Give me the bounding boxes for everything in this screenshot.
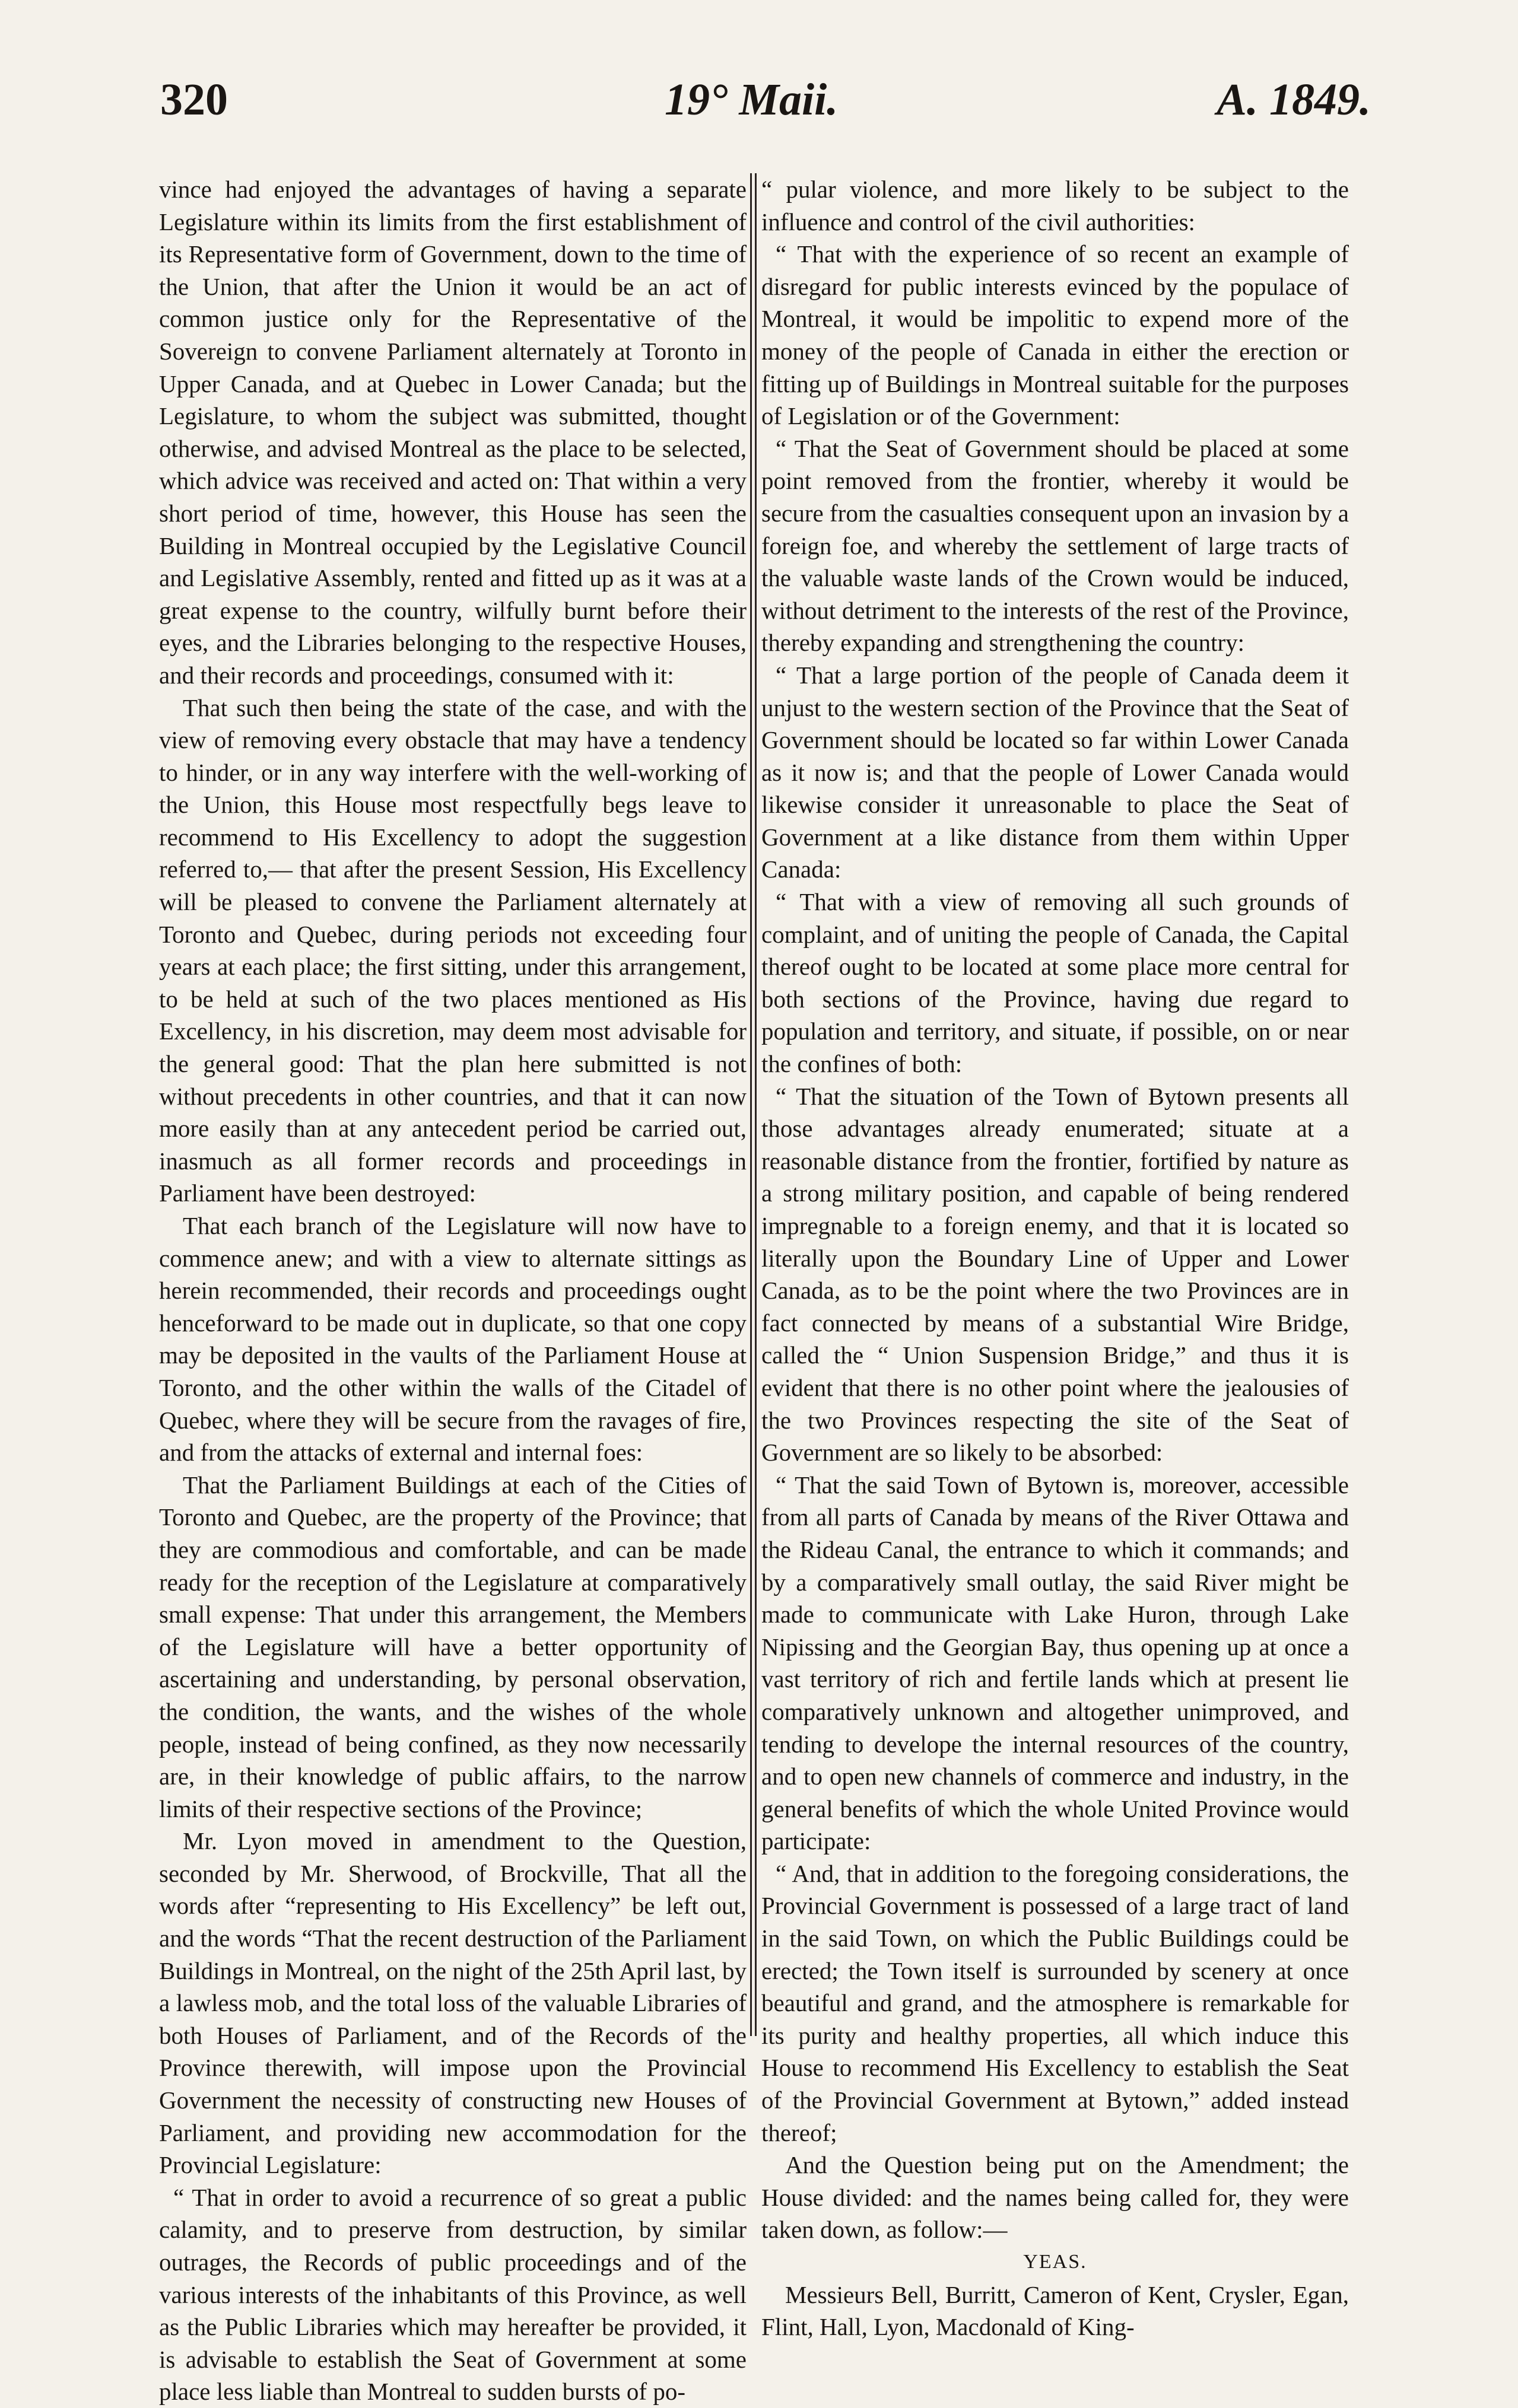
paragraph: Mr. Lyon moved in amendment to the Question, seconded by Mr. Sherwood, of Brockville, That all the words after “representing to His Excellency” be left out, and the words “That the recent destruction of the Parliament Buildings in Montreal, on the night of the 25th April last, by a lawless mob, and the total loss of the valuable Libraries of both Houses of Parliament, and of the Records of the Province therewith, will impose upon the Provincial Government the necessity of constructing new Houses of Parliament, and providing new accommodation for the Provincial Legislature: [159,1827,747,2179]
right-column [761,173,1349,2341]
paragraph: That each branch of the Legislature will now have to commence anew; and with a view to alternate sittings as herein recommended, their records and proceedings ought henceforward to be made out in duplicate, so that one copy may be deposited in the vaults of the Parliament House at Toronto, and the other within the walls of the Citadel of Quebec, where they will be secure from the ravages of fire, and from the attacks of external and internal foes: [159,1212,747,1467]
paragraph: “ And, that in addition to the foregoing considerations, the Provincial Government is possessed of a large tract of land in the said Town, on which the Public Buildings could be erected; the Town itself is surrounded by scenery at once beautiful and grand, and the atmosphere is remarkable for its purity and healthy properties, all which induce this House to recommend His Excellency to establish the Seat of the Provincial Government at Bytown,” added instead thereof; [761,1859,1349,2146]
journal-date: 19° Maii. [665,75,839,125]
yeas-names: Messieurs Bell, Burritt, Cameron of Kent, Crysler, Egan, Flint, Hall, Lyon, Macdonald of King- [761,2280,1349,2341]
page-header [160,70,1371,135]
paragraph: “ pular violence, and more likely to be subject to the influence and control of the civil authorities: [761,176,1349,236]
paragraph: “ That the said Town of Bytown is, moreover, accessible from all parts of Canada by means of the River Ottawa and the Rideau Canal, the entrance to which it commands; and by a comparatively small outlay, the said River might be made to communicate with Lake Huron, through Lake Nipissing and the Georgian Bay, thus opening up at once a vast territory of rich and fertile lands which at present lie comparatively unknown and altogether unimproved, and tending to develope the internal resources of the country, and to open new channels of commerce and industry, in the general benefits of which the whole United Province would participate: [761,1471,1349,1855]
paragraph: “ That the Seat of Government should be placed at some point removed from the frontier, whereby it would be secure from the casualties consequent upon an invasion by a foreign foe, and whereby the settlement of large tracts of the valuable waste lands of the Crown would be induced, without detriment to the interests of the rest of the Province, thereby expanding and strengthening the country: [761,434,1349,657]
column-divider [755,173,757,2036]
yeas-heading: YEAS. [1023,2251,1087,2273]
journal-year: A. 1849. [1217,75,1371,125]
paragraph: “ That with the experience of so recent an example of disregard for public interests evinced by the populace of Montreal, it would be impolitic to expend more of the money of the people of Canada in either the erection or fitting up of Buildings in Montreal suitable for the purposes of Legislation or of the Government: [761,240,1349,430]
paragraph: That the Parliament Buildings at each of the Cities of Toronto and Quebec, are the property of the Province; that they are commodious and comfortable, and can be made ready for the reception of the Legislature at comparatively small expense: That under this arrangement, the Members of the Legislature will have a better opportunity of ascertaining and understanding, by personal observation, the condition, the wants, and the wishes of the whole people, instead of being confined, as they now necessarily are, in their knowledge of public affairs, to the narrow limits of their respective sections of the Province; [159,1471,747,1822]
left-column [159,173,747,2406]
paragraph: “ That with a view of removing all such grounds of complaint, and of uniting the people of Canada, the Capital thereof ought to be located at some place more central for both sections of the Province, having due regard to population and territory, and situate, if possible, on or near the confines of both: [761,888,1349,1078]
column-divider [750,173,752,2036]
paragraph: “ That the situation of the Town of Bytown presents all those advantages already enumerated; situate at a reasonable distance from the frontier, fortified by nature as a strong military position, and capable of being rendered impregnable to a foreign enemy, and that it is located so literally upon the Boundary Line of Upper and Lower Canada, as to be the point where the two Provinces are in fact connected by means of a substantial Wire Bridge, called the “ Union Suspension Bridge,” and thus it is evident that there is no other point where the jealousies of the two Provinces respecting the site of the Seat of Government are so likely to be absorbed: [761,1082,1349,1467]
paragraph: “ That a large portion of the people of Canada deem it unjust to the western section of the Province that the Seat of Government should be located so far within Lower Canada as it now is; and that the people of Lower Canada would likewise consider it unreasonable to place the Seat of Government at a like distance from them within Upper Canada: [761,661,1349,883]
paragraph: That such then being the state of the case, and with the view of removing every obstacle that may have a tendency to hinder, or in any way interfere with the well-working of the Union, this House most respectfully begs leave to recommend to His Excellency to adopt the suggestion referred to,— that after the present Session, His Excellency will be pleased to convene the Parliament alternately at Toronto and Quebec, during periods not exceeding four years at each place; the first sitting, under this arrangement, to be held at such of the two places mentioned as His Excellency, in his discretion, may deem most advisable for the general good: That the plan here submitted is not without precedents in other countries, and that it can now more easily than at any antecedent period be carried out, inasmuch as all former records and proceedings in Parliament have been destroyed: [159,694,747,1207]
paragraph: “ That in order to avoid a recurrence of so great a public calamity, and to preserve from destruction, by similar outrages, the Records of public proceedings and of the various interests of the inhabitants of this Province, as well as the Public Libraries which may hereafter be provided, it is advisable to establish the Seat of Government at some place less liable than Montreal to sudden bursts of po- [159,2183,747,2406]
page-number: 320 [160,75,228,125]
paragraph: vince had enjoyed the advantages of having a separate Legislature within its limits from the first establishment of its Representative form of Government, down to the time of the Union, that after the Union it would be an act of common justice only for the Representative of the Sovereign to convene Parliament alternately at Toronto in Upper Canada, and at Quebec in Lower Canada; but the Legislature, to whom the subject was submitted, thought otherwise, and advised Montreal as the place to be selected, which advice was received and acted on: That within a very short period of time, however, this House has seen the Building in Montreal occupied by the Legislative Council and Legislative Assembly, rented and fitted up as it was at a great expense to the country, wilfully burnt before their eyes, and the Libraries belonging to the respective Houses, and their records and proceedings, consumed with it: [159,176,747,689]
paragraph: And the Question being put on the Amendment; the House divided: and the names being called for, they were taken down, as follow:— [761,2151,1349,2244]
